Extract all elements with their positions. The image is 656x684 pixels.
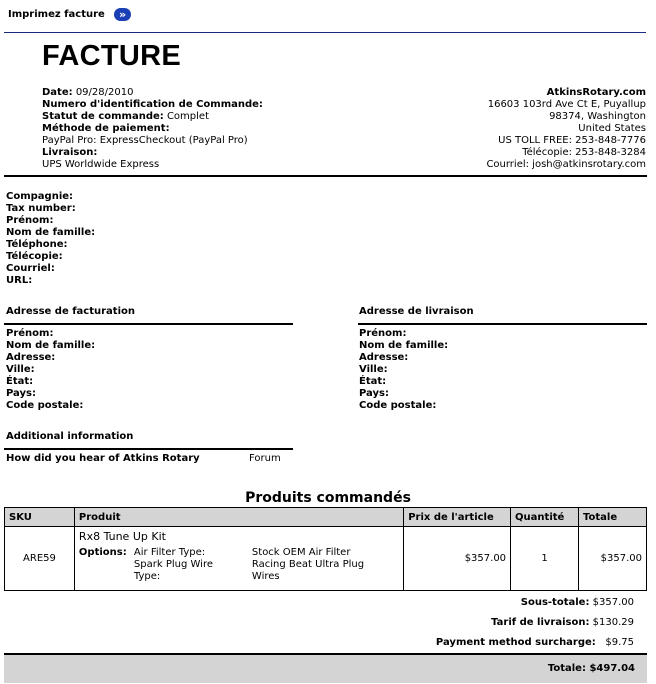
grand-total: Totale: $497.04 [547, 663, 635, 674]
billing-state-label: État: [6, 376, 34, 387]
additional-heading: Additional information [6, 431, 134, 442]
billing-country-label: Pays: [6, 388, 36, 399]
customer-url-label: URL: [6, 275, 33, 286]
payment-method-label: Méthode de paiement: [42, 123, 170, 134]
shipping-lastname-label: Nom de famille: [359, 340, 449, 351]
company-country: United States [578, 123, 646, 134]
product-description [74, 527, 403, 591]
company-email: Courriel: josh@atkinsrotary.com [486, 159, 646, 170]
billing-address-label: Adresse: [6, 352, 56, 363]
product-price: $357.00 [404, 527, 511, 591]
order-status: Statut de commande: Complet [42, 111, 209, 122]
company-fax: Télécopie: 253-848-3284 [522, 147, 646, 158]
billing-postal-label: Code postale: [6, 400, 84, 411]
shipping-country-label: Pays: [359, 388, 389, 399]
shipping-postal-label: Code postale: [359, 400, 437, 411]
shipping-method-label: Livraison: [42, 147, 98, 158]
additional-divider [4, 448, 293, 450]
company-city: 98374, Washington [549, 111, 646, 122]
customer-tax-label: Tax number: [6, 203, 76, 214]
column-product: Produit [74, 508, 403, 527]
customer-phone-label: Téléphone: [6, 239, 68, 250]
product-sku: ARE59 [5, 527, 75, 591]
product-name: Rx8 Tune Up Kit [78, 530, 166, 543]
shipping-address-label: Adresse: [359, 352, 409, 363]
referral-answer: Forum [249, 453, 281, 464]
table-row [5, 527, 647, 591]
products-heading: Produits commandés [245, 490, 411, 506]
billing-firstname-label: Prénom: [6, 328, 54, 339]
grand-total-bar [4, 655, 647, 683]
invoice-title: FACTURE [42, 40, 182, 72]
customer-lastname-label: Nom de famille: [6, 227, 96, 238]
shipping-city-label: Ville: [359, 364, 388, 375]
customer-company-label: Compagnie: [6, 191, 74, 202]
company-tollfree: US TOLL FREE: 253-848-7776 [498, 135, 646, 146]
option-value: Wires [251, 571, 280, 582]
shipping-method-value: UPS Worldwide Express [42, 159, 160, 170]
header-divider [4, 32, 646, 33]
product-total: $357.00 [579, 527, 647, 591]
option-name: Type: [133, 571, 161, 582]
order-divider [4, 175, 647, 177]
billing-lastname-label: Nom de famille: [6, 340, 96, 351]
options-label: Options: [78, 547, 127, 558]
shipping-divider [358, 323, 647, 325]
billing-city-label: Ville: [6, 364, 35, 375]
payment-surcharge: Payment method surcharge: $9.75 [435, 637, 634, 648]
payment-method-value: PayPal Pro: ExpressCheckout (PayPal Pro) [42, 135, 248, 146]
company-address: 16603 103rd Ave Ct E, Puyallup [487, 99, 646, 110]
customer-email-label: Courriel: [6, 263, 55, 274]
shipping-heading: Adresse de livraison [359, 306, 474, 317]
company-name: AtkinsRotary.com [546, 87, 646, 98]
print-invoice-link[interactable]: Imprimez facture [8, 9, 105, 20]
shipping-cost: Tarif de livraison: $130.29 [491, 617, 634, 628]
arrow-right-circle-icon[interactable]: » [114, 8, 131, 21]
billing-heading: Adresse de facturation [6, 306, 136, 317]
option-value: Stock OEM Air Filter [251, 547, 351, 558]
option-name: Spark Plug Wire [133, 559, 213, 570]
products-table [4, 507, 647, 591]
column-sku: SKU [5, 508, 75, 527]
customer-fax-label: Télécopie: [6, 251, 63, 262]
shipping-firstname-label: Prénom: [359, 328, 407, 339]
order-id-label: Numero d'identification de Commande: [42, 99, 263, 110]
order-date: Date: 09/28/2010 [42, 87, 134, 98]
product-options [79, 547, 399, 585]
customer-firstname-label: Prénom: [6, 215, 54, 226]
products-header-row [5, 508, 647, 527]
product-quantity: 1 [511, 527, 579, 591]
option-name: Air Filter Type: [133, 547, 206, 558]
column-total: Totale [579, 508, 647, 527]
referral-question: How did you hear of Atkins Rotary [6, 453, 200, 464]
shipping-state-label: État: [359, 376, 387, 387]
option-value: Racing Beat Ultra Plug [251, 559, 365, 570]
subtotal: Sous-totale: $357.00 [520, 597, 634, 608]
column-price: Prix de l'article [404, 508, 511, 527]
billing-divider [4, 323, 293, 325]
column-quantity: Quantité [511, 508, 579, 527]
